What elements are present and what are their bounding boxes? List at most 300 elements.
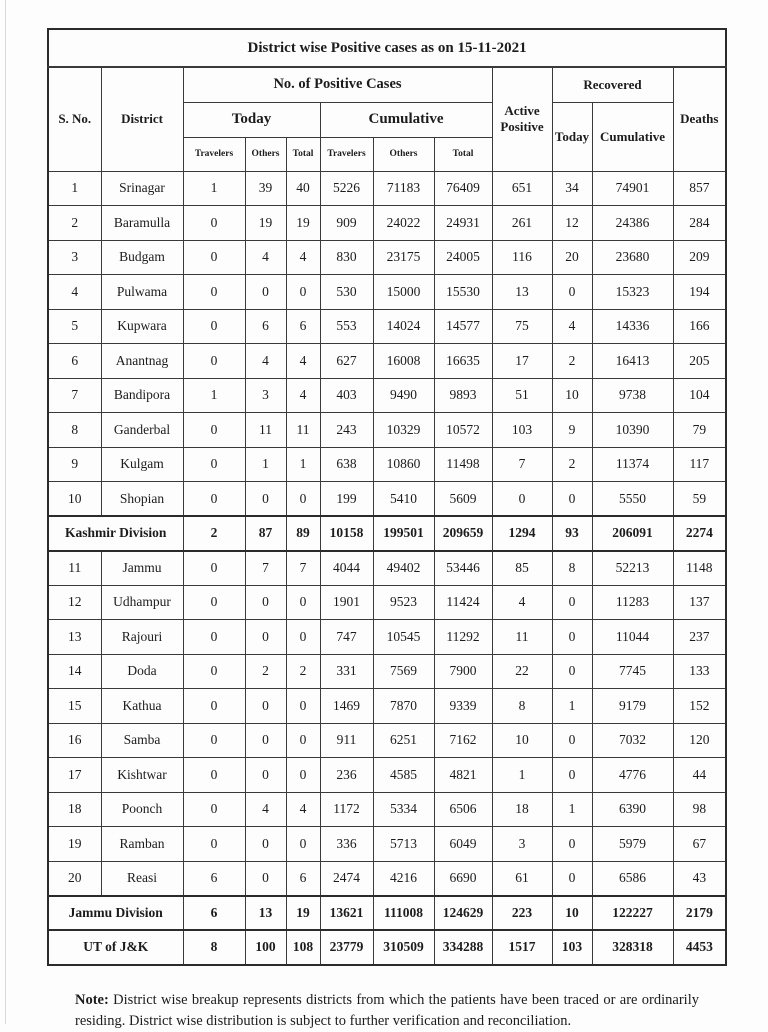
cell-district: Kishtwar — [101, 758, 183, 793]
cell-deaths: 137 — [673, 585, 726, 620]
cell-cumulative-travelers: 911 — [320, 723, 373, 758]
cell-recovered-today: 0 — [552, 482, 592, 517]
cell-district: Pulwama — [101, 275, 183, 310]
cell-cumulative-others: 6251 — [373, 723, 434, 758]
cell-deaths: 67 — [673, 827, 726, 862]
cell-s-no: 7 — [48, 378, 101, 413]
cell-recovered-today: 0 — [552, 723, 592, 758]
district-row — [48, 585, 726, 620]
district-row — [48, 344, 726, 379]
header-deaths: Deaths — [673, 67, 726, 171]
cell-row-label: Jammu Division — [48, 896, 183, 931]
cell-deaths: 284 — [673, 206, 726, 241]
cell-today-total: 0 — [286, 275, 320, 310]
cell-s-no: 5 — [48, 309, 101, 344]
header-recovered-today: Today — [552, 102, 592, 171]
cell-active-positive: 51 — [492, 378, 552, 413]
district-row — [48, 309, 726, 344]
cell-s-no: 20 — [48, 861, 101, 896]
cell-cumulative-travelers: 13621 — [320, 896, 373, 931]
cell-cumulative-travelers: 638 — [320, 447, 373, 482]
cell-active-positive: 651 — [492, 171, 552, 206]
cell-today-others: 3 — [245, 378, 286, 413]
cell-deaths: 120 — [673, 723, 726, 758]
cell-active-positive: 10 — [492, 723, 552, 758]
cell-deaths: 237 — [673, 620, 726, 655]
cell-district: Poonch — [101, 792, 183, 827]
cell-today-total: 0 — [286, 585, 320, 620]
cell-today-others: 0 — [245, 689, 286, 724]
header-today-total: Total — [286, 137, 320, 171]
district-row — [48, 792, 726, 827]
cell-s-no: 18 — [48, 792, 101, 827]
district-row — [48, 171, 726, 206]
header-cumulative-others: Others — [373, 137, 434, 171]
district-row — [48, 413, 726, 448]
cell-today-others: 0 — [245, 482, 286, 517]
cell-today-total: 19 — [286, 206, 320, 241]
cell-s-no: 19 — [48, 827, 101, 862]
cell-deaths: 2179 — [673, 896, 726, 931]
cell-deaths: 857 — [673, 171, 726, 206]
cell-today-others: 0 — [245, 723, 286, 758]
cell-today-total: 0 — [286, 482, 320, 517]
cell-today-others: 1 — [245, 447, 286, 482]
cell-recovered-today: 8 — [552, 551, 592, 586]
cell-cumulative-total: 4821 — [434, 758, 492, 793]
cell-recovered-cumulative: 5550 — [592, 482, 673, 517]
cell-cumulative-total: 6506 — [434, 792, 492, 827]
cell-cumulative-total: 5609 — [434, 482, 492, 517]
cell-recovered-today: 9 — [552, 413, 592, 448]
cell-today-travelers: 0 — [183, 585, 245, 620]
cell-district: Ganderbal — [101, 413, 183, 448]
cell-recovered-today: 4 — [552, 309, 592, 344]
cell-cumulative-others: 7569 — [373, 654, 434, 689]
cell-cumulative-others: 5410 — [373, 482, 434, 517]
cell-cumulative-travelers: 909 — [320, 206, 373, 241]
cell-active-positive: 22 — [492, 654, 552, 689]
cell-cumulative-travelers: 331 — [320, 654, 373, 689]
cell-recovered-cumulative: 74901 — [592, 171, 673, 206]
cell-recovered-cumulative: 11044 — [592, 620, 673, 655]
cell-cumulative-total: 334288 — [434, 930, 492, 965]
cell-today-others: 87 — [245, 516, 286, 551]
cell-today-others: 0 — [245, 861, 286, 896]
cell-today-travelers: 0 — [183, 447, 245, 482]
positive-cases-table — [47, 28, 727, 966]
district-row — [48, 827, 726, 862]
cell-district: Doda — [101, 654, 183, 689]
cell-district: Samba — [101, 723, 183, 758]
cell-s-no: 17 — [48, 758, 101, 793]
cell-active-positive: 223 — [492, 896, 552, 931]
cell-recovered-cumulative: 11283 — [592, 585, 673, 620]
cell-cumulative-others: 10329 — [373, 413, 434, 448]
cell-district: Ramban — [101, 827, 183, 862]
cell-active-positive: 13 — [492, 275, 552, 310]
cell-today-total: 2 — [286, 654, 320, 689]
header-today-group: Today — [183, 102, 320, 137]
cell-cumulative-others: 111008 — [373, 896, 434, 931]
cell-recovered-cumulative: 15323 — [592, 275, 673, 310]
cell-today-others: 4 — [245, 344, 286, 379]
cell-cumulative-others: 4216 — [373, 861, 434, 896]
cell-cumulative-travelers: 530 — [320, 275, 373, 310]
cell-cumulative-others: 71183 — [373, 171, 434, 206]
cell-active-positive: 103 — [492, 413, 552, 448]
summary-row — [48, 896, 726, 931]
cell-today-travelers: 0 — [183, 758, 245, 793]
cell-today-total: 1 — [286, 447, 320, 482]
cell-district: Kulgam — [101, 447, 183, 482]
header-active-positive: Active Positive — [492, 67, 552, 171]
cell-today-travelers: 0 — [183, 206, 245, 241]
cell-cumulative-others: 7870 — [373, 689, 434, 724]
cell-recovered-today: 2 — [552, 344, 592, 379]
header-district: District — [101, 67, 183, 171]
cell-today-others: 0 — [245, 275, 286, 310]
cell-deaths: 133 — [673, 654, 726, 689]
cell-cumulative-others: 10545 — [373, 620, 434, 655]
cell-cumulative-others: 10860 — [373, 447, 434, 482]
cell-cumulative-travelers: 5226 — [320, 171, 373, 206]
cell-today-others: 11 — [245, 413, 286, 448]
cell-today-total: 19 — [286, 896, 320, 931]
district-row — [48, 654, 726, 689]
cell-deaths: 104 — [673, 378, 726, 413]
cell-today-others: 0 — [245, 758, 286, 793]
cell-cumulative-travelers: 1901 — [320, 585, 373, 620]
cell-cumulative-travelers: 199 — [320, 482, 373, 517]
cell-today-travelers: 0 — [183, 309, 245, 344]
cell-recovered-cumulative: 23680 — [592, 240, 673, 275]
cell-recovered-today: 0 — [552, 275, 592, 310]
cell-s-no: 4 — [48, 275, 101, 310]
table-title: District wise Positive cases as on 15-11-2021 — [48, 29, 726, 67]
cell-cumulative-total: 209659 — [434, 516, 492, 551]
cell-recovered-today: 12 — [552, 206, 592, 241]
cell-recovered-cumulative: 52213 — [592, 551, 673, 586]
cell-cumulative-others: 4585 — [373, 758, 434, 793]
cell-cumulative-total: 9339 — [434, 689, 492, 724]
cell-active-positive: 75 — [492, 309, 552, 344]
cell-active-positive: 7 — [492, 447, 552, 482]
cell-deaths: 166 — [673, 309, 726, 344]
cell-cumulative-total: 124629 — [434, 896, 492, 931]
cell-recovered-cumulative: 24386 — [592, 206, 673, 241]
cell-district: Reasi — [101, 861, 183, 896]
cell-recovered-cumulative: 122227 — [592, 896, 673, 931]
cell-cumulative-others: 199501 — [373, 516, 434, 551]
cell-district: Anantnag — [101, 344, 183, 379]
cell-active-positive: 4 — [492, 585, 552, 620]
district-row — [48, 240, 726, 275]
cell-recovered-today: 103 — [552, 930, 592, 965]
cell-cumulative-travelers: 1172 — [320, 792, 373, 827]
cell-active-positive: 85 — [492, 551, 552, 586]
cell-s-no: 11 — [48, 551, 101, 586]
cell-deaths: 205 — [673, 344, 726, 379]
cell-today-others: 2 — [245, 654, 286, 689]
cell-recovered-cumulative: 9179 — [592, 689, 673, 724]
cell-cumulative-total: 76409 — [434, 171, 492, 206]
cell-today-total: 89 — [286, 516, 320, 551]
photo-edge-line — [5, 0, 6, 1024]
cell-cumulative-total: 15530 — [434, 275, 492, 310]
district-row — [48, 758, 726, 793]
cell-cumulative-travelers: 553 — [320, 309, 373, 344]
cell-deaths: 194 — [673, 275, 726, 310]
cell-recovered-cumulative: 206091 — [592, 516, 673, 551]
cell-today-travelers: 0 — [183, 240, 245, 275]
cell-today-total: 108 — [286, 930, 320, 965]
cell-cumulative-travelers: 627 — [320, 344, 373, 379]
cell-active-positive: 261 — [492, 206, 552, 241]
cell-cumulative-travelers: 830 — [320, 240, 373, 275]
cell-today-others: 13 — [245, 896, 286, 931]
cell-recovered-cumulative: 14336 — [592, 309, 673, 344]
cell-today-others: 0 — [245, 620, 286, 655]
cell-active-positive: 1517 — [492, 930, 552, 965]
cell-cumulative-total: 24931 — [434, 206, 492, 241]
cell-active-positive: 1 — [492, 758, 552, 793]
cell-s-no: 14 — [48, 654, 101, 689]
cell-today-travelers: 0 — [183, 723, 245, 758]
cell-s-no: 9 — [48, 447, 101, 482]
cell-recovered-today: 1 — [552, 689, 592, 724]
cell-cumulative-total: 11292 — [434, 620, 492, 655]
cell-cumulative-total: 11498 — [434, 447, 492, 482]
cell-today-travelers: 6 — [183, 861, 245, 896]
cell-cumulative-total: 11424 — [434, 585, 492, 620]
cell-active-positive: 0 — [492, 482, 552, 517]
cell-today-total: 4 — [286, 240, 320, 275]
cell-recovered-today: 2 — [552, 447, 592, 482]
table-body — [48, 171, 726, 965]
cell-recovered-cumulative: 5979 — [592, 827, 673, 862]
header-cumulative-total: Total — [434, 137, 492, 171]
header-today-travelers: Travelers — [183, 137, 245, 171]
cell-recovered-today: 0 — [552, 827, 592, 862]
district-row — [48, 620, 726, 655]
cell-today-others: 0 — [245, 827, 286, 862]
cell-active-positive: 61 — [492, 861, 552, 896]
cell-cumulative-total: 53446 — [434, 551, 492, 586]
header-recovered-cumulative: Cumulative — [592, 102, 673, 171]
cell-s-no: 1 — [48, 171, 101, 206]
cell-cumulative-total: 10572 — [434, 413, 492, 448]
cell-today-travelers: 0 — [183, 413, 245, 448]
cell-cumulative-total: 7162 — [434, 723, 492, 758]
cell-active-positive: 1294 — [492, 516, 552, 551]
header-cumulative-group: Cumulative — [320, 102, 492, 137]
cell-today-travelers: 0 — [183, 551, 245, 586]
cell-cumulative-total: 14577 — [434, 309, 492, 344]
cell-today-travelers: 0 — [183, 275, 245, 310]
cell-today-others: 19 — [245, 206, 286, 241]
cell-cumulative-travelers: 236 — [320, 758, 373, 793]
cell-row-label: Kashmir Division — [48, 516, 183, 551]
cell-today-total: 4 — [286, 792, 320, 827]
cell-active-positive: 8 — [492, 689, 552, 724]
cell-recovered-today: 10 — [552, 378, 592, 413]
cell-today-travelers: 0 — [183, 344, 245, 379]
cell-s-no: 16 — [48, 723, 101, 758]
cell-recovered-today: 34 — [552, 171, 592, 206]
cell-deaths: 43 — [673, 861, 726, 896]
cell-s-no: 12 — [48, 585, 101, 620]
cell-deaths: 209 — [673, 240, 726, 275]
cell-recovered-today: 20 — [552, 240, 592, 275]
cell-cumulative-others: 23175 — [373, 240, 434, 275]
cell-today-total: 11 — [286, 413, 320, 448]
cell-today-travelers: 6 — [183, 896, 245, 931]
cell-deaths: 79 — [673, 413, 726, 448]
cell-cumulative-others: 24022 — [373, 206, 434, 241]
footnote-text: District wise breakup represents districts from which the patients have been traced or are ordinarily residing. District wise distribution is subject to further verification and reconciliation. — [75, 992, 699, 1030]
cell-cumulative-travelers: 23779 — [320, 930, 373, 965]
cell-district: Shopian — [101, 482, 183, 517]
footnote-label: Note: — [75, 992, 109, 1008]
cell-today-total: 6 — [286, 861, 320, 896]
district-row — [48, 378, 726, 413]
cell-recovered-cumulative: 4776 — [592, 758, 673, 793]
district-row — [48, 275, 726, 310]
district-row — [48, 861, 726, 896]
district-row — [48, 551, 726, 586]
cell-recovered-today: 1 — [552, 792, 592, 827]
cell-deaths: 4453 — [673, 930, 726, 965]
header-cumulative-travelers: Travelers — [320, 137, 373, 171]
cell-recovered-today: 10 — [552, 896, 592, 931]
cell-cumulative-others: 15000 — [373, 275, 434, 310]
cell-today-travelers: 8 — [183, 930, 245, 965]
cell-cumulative-total: 9893 — [434, 378, 492, 413]
cell-s-no: 8 — [48, 413, 101, 448]
cell-cumulative-others: 310509 — [373, 930, 434, 965]
cell-deaths: 152 — [673, 689, 726, 724]
cell-today-total: 0 — [286, 758, 320, 793]
cell-today-others: 4 — [245, 240, 286, 275]
cell-today-others: 0 — [245, 585, 286, 620]
summary-row — [48, 930, 726, 965]
cell-cumulative-total: 24005 — [434, 240, 492, 275]
cell-today-travelers: 2 — [183, 516, 245, 551]
cell-active-positive: 3 — [492, 827, 552, 862]
cell-today-travelers: 0 — [183, 689, 245, 724]
cell-district: Srinagar — [101, 171, 183, 206]
cell-today-total: 0 — [286, 723, 320, 758]
cell-today-travelers: 0 — [183, 482, 245, 517]
cell-district: Udhampur — [101, 585, 183, 620]
cell-cumulative-total: 16635 — [434, 344, 492, 379]
cell-deaths: 1148 — [673, 551, 726, 586]
cell-cumulative-travelers: 403 — [320, 378, 373, 413]
cell-recovered-today: 0 — [552, 585, 592, 620]
cell-cumulative-total: 7900 — [434, 654, 492, 689]
cell-deaths: 98 — [673, 792, 726, 827]
district-row — [48, 723, 726, 758]
cell-row-label: UT of J&K — [48, 930, 183, 965]
cell-today-total: 4 — [286, 344, 320, 379]
cell-today-total: 4 — [286, 378, 320, 413]
cell-district: Baramulla — [101, 206, 183, 241]
cell-recovered-cumulative: 16413 — [592, 344, 673, 379]
cell-today-total: 6 — [286, 309, 320, 344]
header-today-others: Others — [245, 137, 286, 171]
cell-recovered-today: 0 — [552, 861, 592, 896]
header-row-groups — [48, 67, 726, 102]
cell-district: Kupwara — [101, 309, 183, 344]
cell-district: Kathua — [101, 689, 183, 724]
cell-cumulative-others: 49402 — [373, 551, 434, 586]
cell-cumulative-total: 6049 — [434, 827, 492, 862]
footnote — [75, 990, 699, 1032]
cell-today-travelers: 0 — [183, 654, 245, 689]
title-row — [48, 29, 726, 67]
cell-district: Bandipora — [101, 378, 183, 413]
cell-s-no: 10 — [48, 482, 101, 517]
cell-cumulative-others: 14024 — [373, 309, 434, 344]
cell-cumulative-travelers: 243 — [320, 413, 373, 448]
cell-recovered-cumulative: 7745 — [592, 654, 673, 689]
district-row — [48, 689, 726, 724]
cell-today-travelers: 0 — [183, 620, 245, 655]
cell-cumulative-travelers: 4044 — [320, 551, 373, 586]
cell-recovered-cumulative: 6586 — [592, 861, 673, 896]
cell-active-positive: 17 — [492, 344, 552, 379]
cell-cumulative-others: 16008 — [373, 344, 434, 379]
cell-s-no: 13 — [48, 620, 101, 655]
cell-cumulative-total: 6690 — [434, 861, 492, 896]
cell-s-no: 2 — [48, 206, 101, 241]
cell-cumulative-others: 9523 — [373, 585, 434, 620]
cell-deaths: 59 — [673, 482, 726, 517]
summary-row — [48, 516, 726, 551]
district-row — [48, 447, 726, 482]
cell-cumulative-travelers: 336 — [320, 827, 373, 862]
cell-today-travelers: 0 — [183, 827, 245, 862]
cell-recovered-today: 93 — [552, 516, 592, 551]
cell-today-total: 40 — [286, 171, 320, 206]
cell-recovered-cumulative: 10390 — [592, 413, 673, 448]
header-recovered-group: Recovered — [552, 67, 673, 102]
cell-cumulative-others: 9490 — [373, 378, 434, 413]
cell-s-no: 15 — [48, 689, 101, 724]
cell-s-no: 6 — [48, 344, 101, 379]
cell-recovered-cumulative: 7032 — [592, 723, 673, 758]
cell-district: Rajouri — [101, 620, 183, 655]
cell-today-others: 6 — [245, 309, 286, 344]
cell-today-others: 39 — [245, 171, 286, 206]
cell-today-travelers: 0 — [183, 792, 245, 827]
cell-recovered-today: 0 — [552, 654, 592, 689]
cell-cumulative-travelers: 1469 — [320, 689, 373, 724]
cell-recovered-today: 0 — [552, 758, 592, 793]
cell-today-total: 0 — [286, 827, 320, 862]
header-s-no: S. No. — [48, 67, 101, 171]
district-row — [48, 206, 726, 241]
cell-cumulative-others: 5334 — [373, 792, 434, 827]
district-row — [48, 482, 726, 517]
cell-today-travelers: 1 — [183, 171, 245, 206]
cell-today-travelers: 1 — [183, 378, 245, 413]
cell-today-others: 4 — [245, 792, 286, 827]
cell-district: Budgam — [101, 240, 183, 275]
cell-cumulative-others: 5713 — [373, 827, 434, 862]
cell-today-others: 7 — [245, 551, 286, 586]
